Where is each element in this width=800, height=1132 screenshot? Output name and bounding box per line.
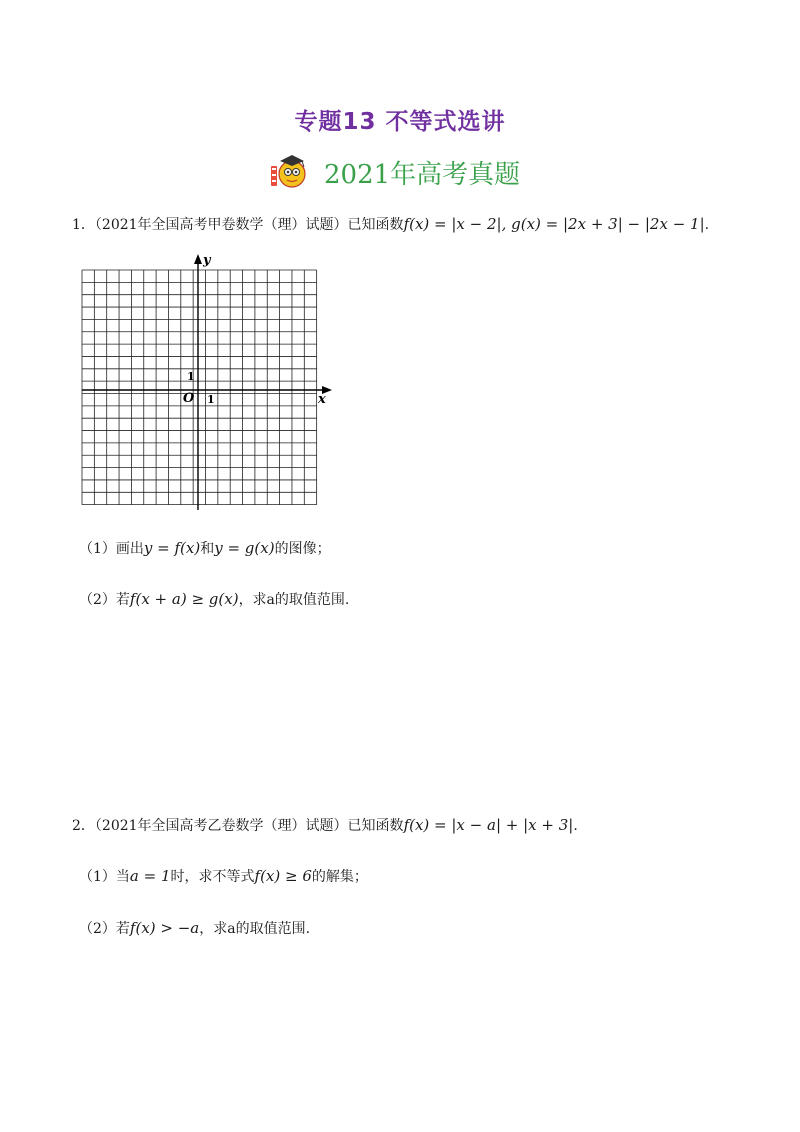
part-label: （2）若 xyxy=(79,921,130,937)
scholar-mascot-icon xyxy=(268,152,312,190)
part-label: （1）画出 xyxy=(79,541,144,557)
conjunction: 和 xyxy=(200,541,215,557)
x-axis-label: x xyxy=(318,392,326,407)
sentence-end: . xyxy=(704,217,710,233)
function-definition: f(x) = |x − 2|, g(x) = |2x + 3| − |2x − 1| xyxy=(403,215,705,233)
question-source: （2021年全国高考乙卷数学（理）试题）已知函数 xyxy=(94,818,404,834)
part-text: 时，求不等式 xyxy=(170,869,255,885)
part-text: ，求a的取值范围. xyxy=(238,592,350,608)
origin-label: O xyxy=(183,391,195,406)
question-source: （2021年全国高考甲卷数学（理）试题）已知函数 xyxy=(94,217,404,233)
y-tick-label: 1 xyxy=(187,370,195,383)
formula-g: y = g(x) xyxy=(214,539,275,557)
function-definition: f(x) = |x − a| + |x + 3| xyxy=(403,816,574,834)
question-2 xyxy=(72,815,578,835)
question-1-part-1 xyxy=(79,538,331,558)
section-subtitle: 2021年高考真题 xyxy=(324,160,521,190)
x-tick-label: 1 xyxy=(207,393,215,406)
question-2-part-2 xyxy=(79,918,310,938)
part-text-tail: 的解集； xyxy=(311,869,368,885)
inequality: f(x + a) ≥ g(x) xyxy=(129,590,239,608)
question-number: 2． xyxy=(72,818,95,834)
part-label: （2）若 xyxy=(79,592,130,608)
y-axis-label: y xyxy=(203,253,211,268)
question-1-part-2 xyxy=(79,589,349,609)
part-text: ，求a的取值范围. xyxy=(199,921,311,937)
question-number: 1． xyxy=(72,217,95,233)
y-axis-arrow-icon xyxy=(194,254,202,264)
part-text: 的图像； xyxy=(274,541,331,557)
formula-f: y = f(x) xyxy=(143,539,201,557)
page-title: 专题13 不等式选讲 xyxy=(294,109,506,135)
sentence-end: . xyxy=(573,818,578,834)
inequality: f(x) > −a xyxy=(129,919,200,937)
inequality: f(x) ≥ 6 xyxy=(254,867,312,885)
condition: a = 1 xyxy=(129,867,171,885)
question-2-part-1 xyxy=(79,866,368,886)
section-header xyxy=(268,152,538,192)
part-label: （1）当 xyxy=(79,869,130,885)
coordinate-grid xyxy=(70,250,340,510)
question-1 xyxy=(72,214,709,234)
